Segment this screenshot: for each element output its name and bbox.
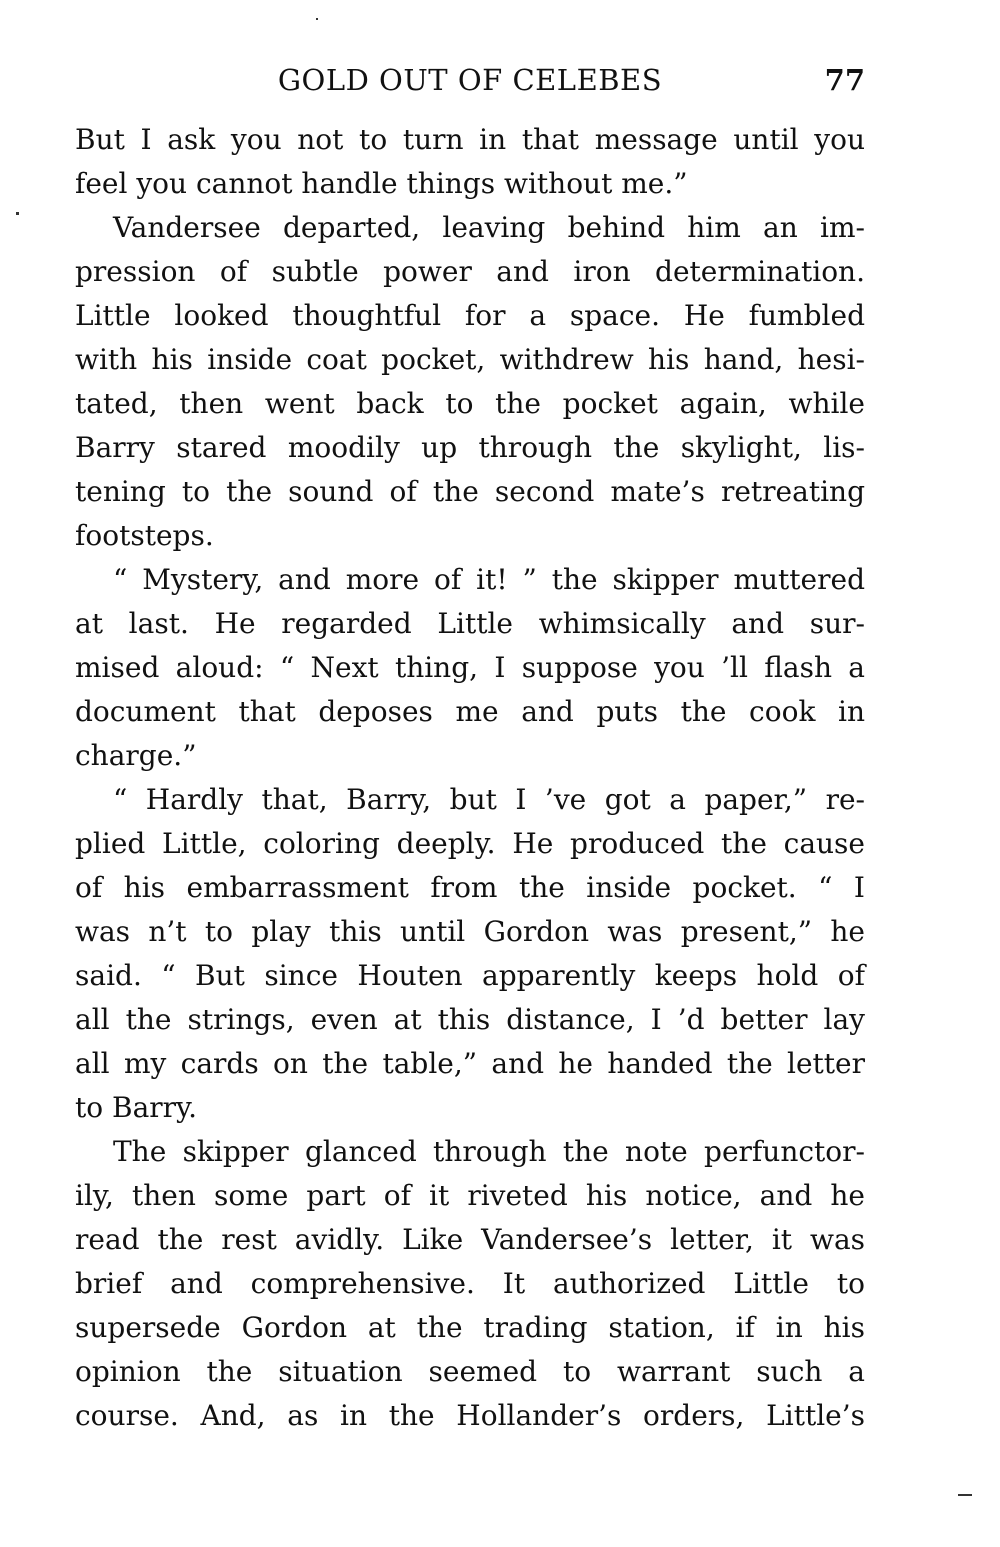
text-line: mised aloud: “ Next thing, I suppose you ’ll flash a: [75, 651, 865, 684]
text-line: with his inside coat pocket, withdrew his hand, hesi-: [75, 343, 865, 376]
body-text: [75, 118, 865, 1438]
running-title: GOLD OUT OF CELEBES: [277, 63, 663, 97]
text-line: opinion the situation seemed to warrant such a: [75, 1355, 865, 1388]
running-head: [75, 56, 865, 104]
text-line: tated, then went back to the pocket again, while: [75, 387, 865, 420]
scan-speck: [16, 212, 19, 215]
text-line: But I ask you not to turn in that message until you: [75, 123, 865, 156]
text-line: plied Little, coloring deeply. He produced the cause: [75, 827, 865, 860]
text-line: document that deposes me and puts the cook in: [75, 695, 865, 728]
text-line: all my cards on the table,” and he handed the letter: [75, 1047, 865, 1080]
scan-speck: [958, 1494, 972, 1496]
text-line: feel you cannot handle things without me.”: [75, 167, 688, 200]
text-line: said. “ But since Houten apparently keeps hold of: [75, 959, 865, 992]
text-line: “ Hardly that, Barry, but I ’ve got a paper,” re-: [113, 783, 865, 816]
text-line: “ Mystery, and more of it! ” the skipper muttered: [113, 563, 865, 596]
text-line: Vandersee departed, leaving behind him an im-: [113, 211, 865, 244]
text-line: Little looked thoughtful for a space. He fumbled: [75, 299, 865, 332]
text-line: tening to the sound of the second mate’s retreating: [75, 475, 865, 508]
text-line: all the strings, even at this distance, I ’d better lay: [75, 1003, 865, 1036]
text-line: brief and comprehensive. It authorized Little to: [75, 1267, 865, 1300]
text-line: pression of subtle power and iron determination.: [75, 255, 865, 288]
text-line: Barry stared moodily up through the skylight, lis-: [75, 431, 865, 464]
text-line: charge.”: [75, 739, 197, 772]
text-line: read the rest avidly. Like Vandersee’s letter, it was: [75, 1223, 865, 1256]
page-number: 77: [824, 63, 865, 97]
text-line: to Barry.: [75, 1091, 198, 1124]
text-line: footsteps.: [75, 519, 214, 552]
scan-speck: [316, 18, 318, 20]
text-line: The skipper glanced through the note perfunctor-: [113, 1135, 865, 1168]
text-line: of his embarrassment from the inside pocket. “ I: [75, 871, 865, 904]
text-line: course. And, as in the Hollander’s orders, Little’s: [75, 1399, 865, 1432]
text-line: supersede Gordon at the trading station, if in his: [75, 1311, 865, 1344]
text-line: ily, then some part of it riveted his notice, and he: [75, 1179, 865, 1212]
text-line: at last. He regarded Little whimsically and sur-: [75, 607, 865, 640]
text-line: was n’t to play this until Gordon was present,” he: [75, 915, 865, 948]
